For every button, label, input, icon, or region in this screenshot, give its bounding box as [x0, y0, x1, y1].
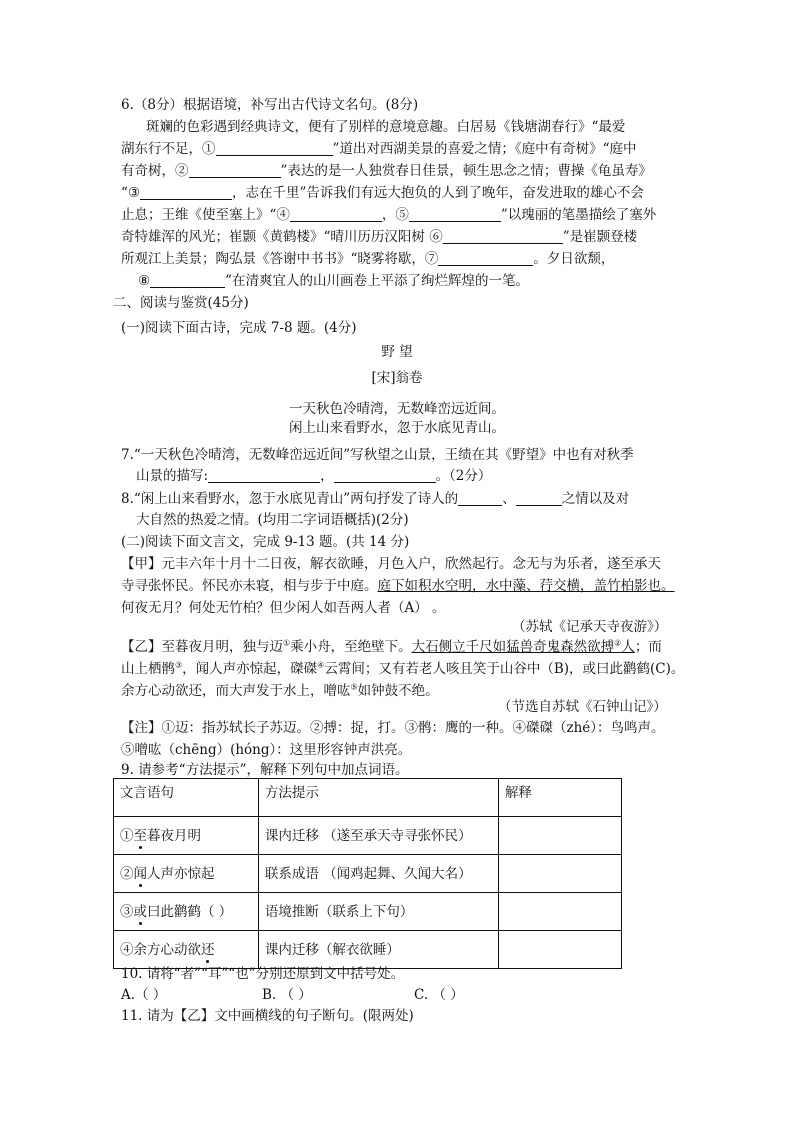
- table-row: [114, 855, 622, 893]
- q7-line-1: 7.“一天秋色冷晴湾，无数峰峦远近间”写秋望之山景，王绩在其《野望》中也有对秋季: [121, 447, 634, 463]
- header-cell-method: 方法提示: [258, 779, 498, 817]
- poem-intro: (一)阅读下面古诗，完成 7-8 题。(4分): [121, 320, 357, 336]
- poem-author: [宋]翁卷: [371, 370, 423, 386]
- q7-blank-1[interactable]: [208, 467, 320, 483]
- q7-line-2: 山景的描写: ， 。（2分）: [136, 468, 492, 484]
- yi-line-2: 山上栖鹘③，闻人声亦惊起，磔磔④云霄间；又有若老人咳且笑于山谷中（B)，或曰此鹳鹤(C)。: [121, 660, 685, 677]
- sentence-cell: ②闻人声亦惊起: [114, 855, 259, 893]
- classical-intro: (二)阅读下面文言文，完成 9-13 题。(共 14 分): [121, 534, 410, 550]
- answer-blank-7[interactable]: [438, 250, 533, 266]
- yi-line-1: 【乙】至暮夜月明，独与迈①乘小舟，至绝壁下。大石侧立千尺如猛兽奇鬼森然欲搏②人；而: [121, 638, 662, 655]
- q9-table: [113, 778, 622, 969]
- answer-blank-2[interactable]: [189, 162, 281, 178]
- yi-line-3: 余方心动欲还，而大声发于水上，噌吰⑤如钟鼓不绝。: [121, 682, 439, 699]
- header-cell-explanation: 解释: [498, 779, 621, 817]
- method-cell: 课内迁移（解衣欲睡）: [258, 931, 498, 969]
- table-row: [114, 893, 622, 931]
- dotted-word: 或: [133, 903, 147, 920]
- q6-line-1: 斑斓的色彩遇到经典诗文，便有了别样的意境意趣。白居易《钱塘湖春行》“最爱: [146, 119, 626, 135]
- q6-line-6: 奇特雄浑的风光；崔颢《黄鹤楼》“晴川历历汉阳树 ⑥ ”是崔颢登楼: [121, 229, 638, 245]
- q9-heading: 9. 请参考“方法提示”，解释下列句中加点词语。: [121, 762, 409, 778]
- answer-blank-6[interactable]: [443, 228, 563, 244]
- q6-heading: 6.（8分）根据语境，补写出古代诗文名句。(8分): [121, 97, 419, 113]
- q8-line-1: 8.“闲上山来看野水，忽于水底见青山”两句抒发了诗人的 、 之情以及对: [121, 491, 630, 507]
- section-2-heading: 二、阅读与鉴赏(45分): [113, 295, 249, 311]
- sentence-cell: ①至暮夜月明: [114, 817, 259, 855]
- answer-cell[interactable]: [498, 931, 621, 969]
- underlined-sentence-yi: 大石侧立千尺如猛兽奇鬼森然欲搏②人: [411, 638, 635, 655]
- answer-blank-3[interactable]: [140, 184, 232, 200]
- method-cell: 联系成语 （闻鸡起舞、久闻大名）: [258, 855, 498, 893]
- header-cell-sentence: 文言语句: [114, 779, 259, 817]
- answer-blank-5[interactable]: [409, 206, 501, 222]
- q7-blank-2[interactable]: [334, 467, 436, 483]
- q8-line-2: 大自然的热爱之情。(均用二字词语概括)(2分): [136, 512, 409, 528]
- dotted-word: 还: [201, 941, 215, 958]
- dotted-word: 闻: [133, 865, 147, 882]
- q6-line-5: 止息；王维《使至塞上》“④ ，⑤ ”以瑰丽的笔墨描绘了塞外: [121, 207, 657, 223]
- poem-title: 野 望: [381, 344, 413, 360]
- q6-line-7: 所观江上美景；陶弘景《答谢中书书》“晓雾将歇，⑦ 。夕日欲颓，: [121, 251, 615, 267]
- notes-line-2: ⑤噌吰（chēng）(hóng）：这里形容钟声洪亮。: [121, 742, 412, 758]
- method-cell: 语境推断（联系上下句）: [258, 893, 498, 931]
- q8-blank-2[interactable]: [516, 490, 562, 506]
- jia-line-1: 【甲】元丰六年十月十二日夜，解衣欲睡，月色入户，欣然起行。念无与为乐者，遂至承天: [121, 556, 661, 572]
- answer-blank-1[interactable]: [216, 140, 333, 156]
- answer-blank-8[interactable]: [150, 272, 225, 288]
- q6-line-8: ⑧ ”在清爽宜人的山川画卷上平添了绚烂辉煌的一笔。: [138, 273, 530, 289]
- poem-line-2: 闲上山来看野水，忽于水底见青山。: [289, 420, 505, 436]
- table-row: [114, 931, 622, 969]
- jia-line-3: 何夜无月？何处无竹柏？但少闲人如吾两人者（A） 。: [121, 600, 446, 616]
- yi-source: （节选自苏轼《石钟山记》）: [498, 699, 667, 715]
- table-header-row: [114, 779, 622, 817]
- q10-option-a: A.（ ）: [121, 987, 167, 1003]
- q10-option-b: B. （ ）: [262, 987, 312, 1003]
- jia-line-2: 寺寻张怀民。怀民亦未寝，相与步于中庭。庭下如积水空明，水中藻、荇交横，盖竹柏影也。: [121, 578, 675, 594]
- answer-cell[interactable]: [498, 855, 621, 893]
- q6-line-2: 湖东行不足，① ”道出对西湖美景的喜爱之情；《庭中有奇树》“庭中: [121, 141, 637, 157]
- q10-heading: 10. 请将“者”“耳”“也”分别还原到文中括号处。: [121, 966, 405, 982]
- poem-line-1: 一天秋色冷晴湾，无数峰峦远近间。: [289, 401, 505, 417]
- dotted-word: 至: [133, 827, 147, 844]
- method-cell: 课内迁移 （遂至承天寺寻张怀民）: [258, 817, 498, 855]
- answer-blank-4[interactable]: [290, 206, 382, 222]
- q10-option-c: C. （ ）: [414, 987, 464, 1003]
- sentence-cell: ④余方心动欲还: [114, 931, 259, 969]
- q8-blank-1[interactable]: [458, 490, 502, 506]
- table-row: [114, 817, 622, 855]
- underlined-sentence-jia: 庭下如积水空明，水中藻、荇交横，盖竹柏影也。: [377, 578, 675, 594]
- q6-line-3: 有奇树，② ”表达的是一人独赏春日佳景，顿生思念之情；曹操《龟虽寿》: [121, 163, 652, 179]
- q6-line-4: “③ ，志在千里”告诉我们有远大抱负的人到了晚年，奋发进取的雄心不会: [121, 185, 644, 201]
- q11-heading: 11. 请为【乙】文中画横线的句子断句。(限两处): [121, 1008, 414, 1024]
- answer-cell[interactable]: [498, 817, 621, 855]
- answer-cell[interactable]: [498, 893, 621, 931]
- sentence-cell: ③或曰此鹳鹤（ ）: [114, 893, 259, 931]
- notes-line-1: 【注】①迈：指苏轼长子苏迈。②搏：捉，打。③鹘：鹰的一种。④磔磔（zhé）：鸟鸣声。: [121, 720, 665, 736]
- jia-source: （苏轼《记承天寺夜游》）: [512, 619, 668, 635]
